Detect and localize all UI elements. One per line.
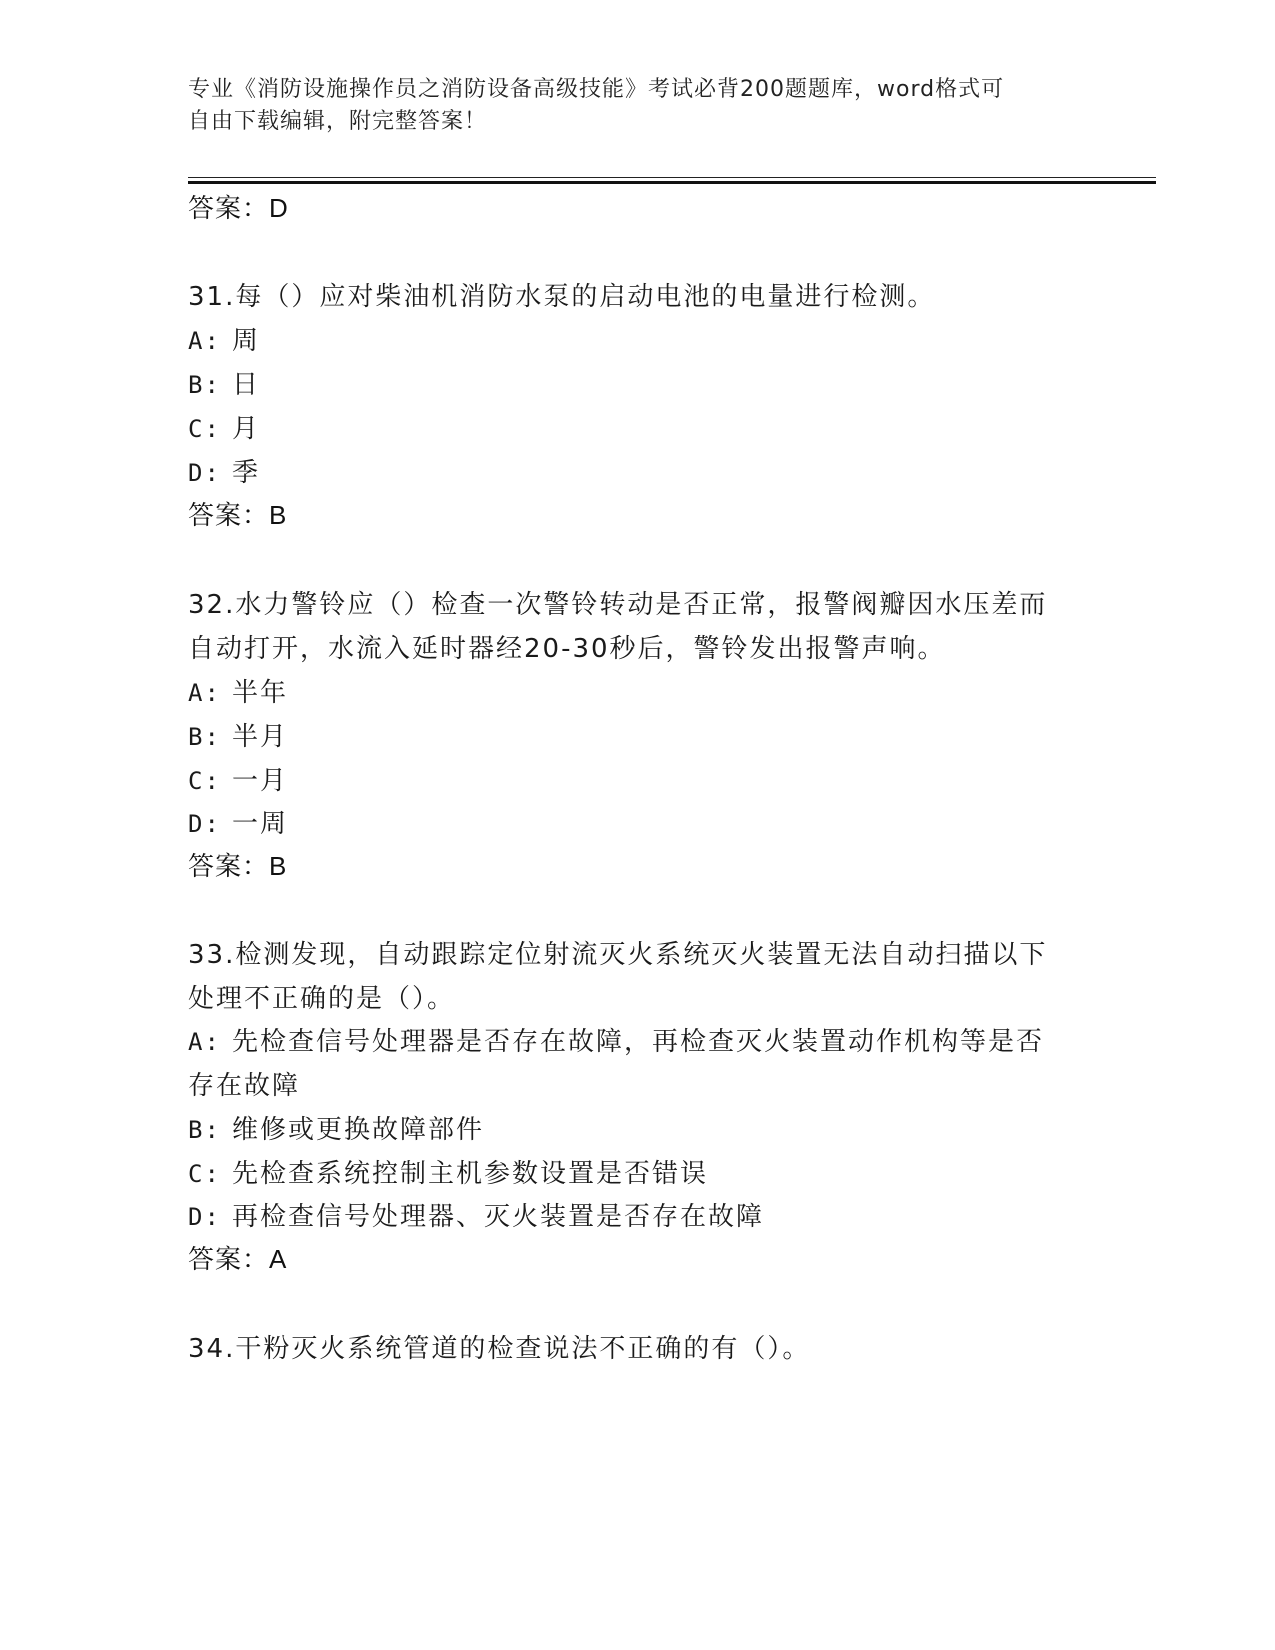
- question-31-option-d: [188, 452, 260, 489]
- question-31-stem: 31.每（）应对柴油机消防水泵的启动电池的电量进行检测。: [188, 282, 936, 312]
- question-32-option-b: [188, 716, 288, 753]
- question-31-option-c: [188, 408, 260, 445]
- question-33-option-a: [188, 1021, 1044, 1058]
- option-letter: B:: [188, 371, 221, 399]
- option-letter: D:: [188, 459, 221, 487]
- option-text: 再检查信号处理器、灭火装置是否存在故障: [232, 1202, 765, 1232]
- option-text: 日: [232, 370, 261, 400]
- option-letter: B:: [188, 723, 221, 751]
- question-33-answer: 答案：A: [188, 1244, 288, 1274]
- document-header: [188, 74, 1068, 138]
- option-text: 一月: [232, 766, 289, 796]
- question-31-option-b: [188, 364, 260, 401]
- option-letter: D:: [188, 810, 221, 838]
- header-divider-thin: [188, 177, 1156, 178]
- header-line-1: 专业《消防设施操作员之消防设备高级技能》考试必背200题题库，word格式可: [188, 77, 1005, 102]
- option-text: 先检查系统控制主机参数设置是否错误: [232, 1159, 709, 1189]
- question-33-option-b: [188, 1109, 484, 1146]
- question-31-option-a: [188, 320, 260, 357]
- question-33-option-a-continued: 存在故障: [188, 1071, 301, 1101]
- header-line-2: 自由下载编辑，附完整答案！: [188, 109, 488, 134]
- option-letter: C:: [188, 1160, 221, 1188]
- question-32-stem-line-2: 自动打开，水流入延时器经20-30秒后，警铃发出报警声响。: [188, 634, 946, 664]
- option-letter: B:: [188, 1116, 221, 1144]
- option-text: 先检查信号处理器是否存在故障，再检查灭火装置动作机构等是否: [232, 1027, 1045, 1057]
- question-33-option-d: [188, 1196, 764, 1233]
- option-text: 季: [232, 458, 261, 488]
- question-32-option-a: [188, 672, 288, 709]
- option-text: 半年: [232, 678, 289, 708]
- question-34-stem: 34.干粉灭火系统管道的检查说法不正确的有（）。: [188, 1334, 811, 1364]
- option-text: 半月: [232, 722, 289, 752]
- header-divider-thick: [188, 181, 1156, 184]
- option-letter: A:: [188, 1028, 221, 1056]
- question-32-answer: 答案：B: [188, 851, 288, 881]
- option-letter: A:: [188, 327, 221, 355]
- option-text: 月: [232, 414, 261, 444]
- question-33-stem-line-1: 33.检测发现，自动跟踪定位射流灭火系统灭火装置无法自动扫描以下: [188, 940, 1048, 970]
- question-32-option-c: [188, 760, 288, 797]
- question-32-option-d: [188, 803, 288, 840]
- option-letter: D:: [188, 1203, 221, 1231]
- option-text: 维修或更换故障部件: [232, 1115, 485, 1145]
- option-letter: C:: [188, 415, 221, 443]
- option-text: 一周: [232, 809, 289, 839]
- question-33-option-c: [188, 1153, 708, 1190]
- answer-prev: 答案：D: [188, 193, 289, 223]
- option-letter: C:: [188, 767, 221, 795]
- option-letter: A:: [188, 679, 221, 707]
- question-31-answer: 答案：B: [188, 500, 288, 530]
- option-text: 周: [232, 326, 261, 356]
- question-32-stem-line-1: 32.水力警铃应（）检查一次警铃转动是否正常，报警阀瓣因水压差而: [188, 590, 1048, 620]
- question-33-stem-line-2: 处理不正确的是（）。: [188, 984, 456, 1014]
